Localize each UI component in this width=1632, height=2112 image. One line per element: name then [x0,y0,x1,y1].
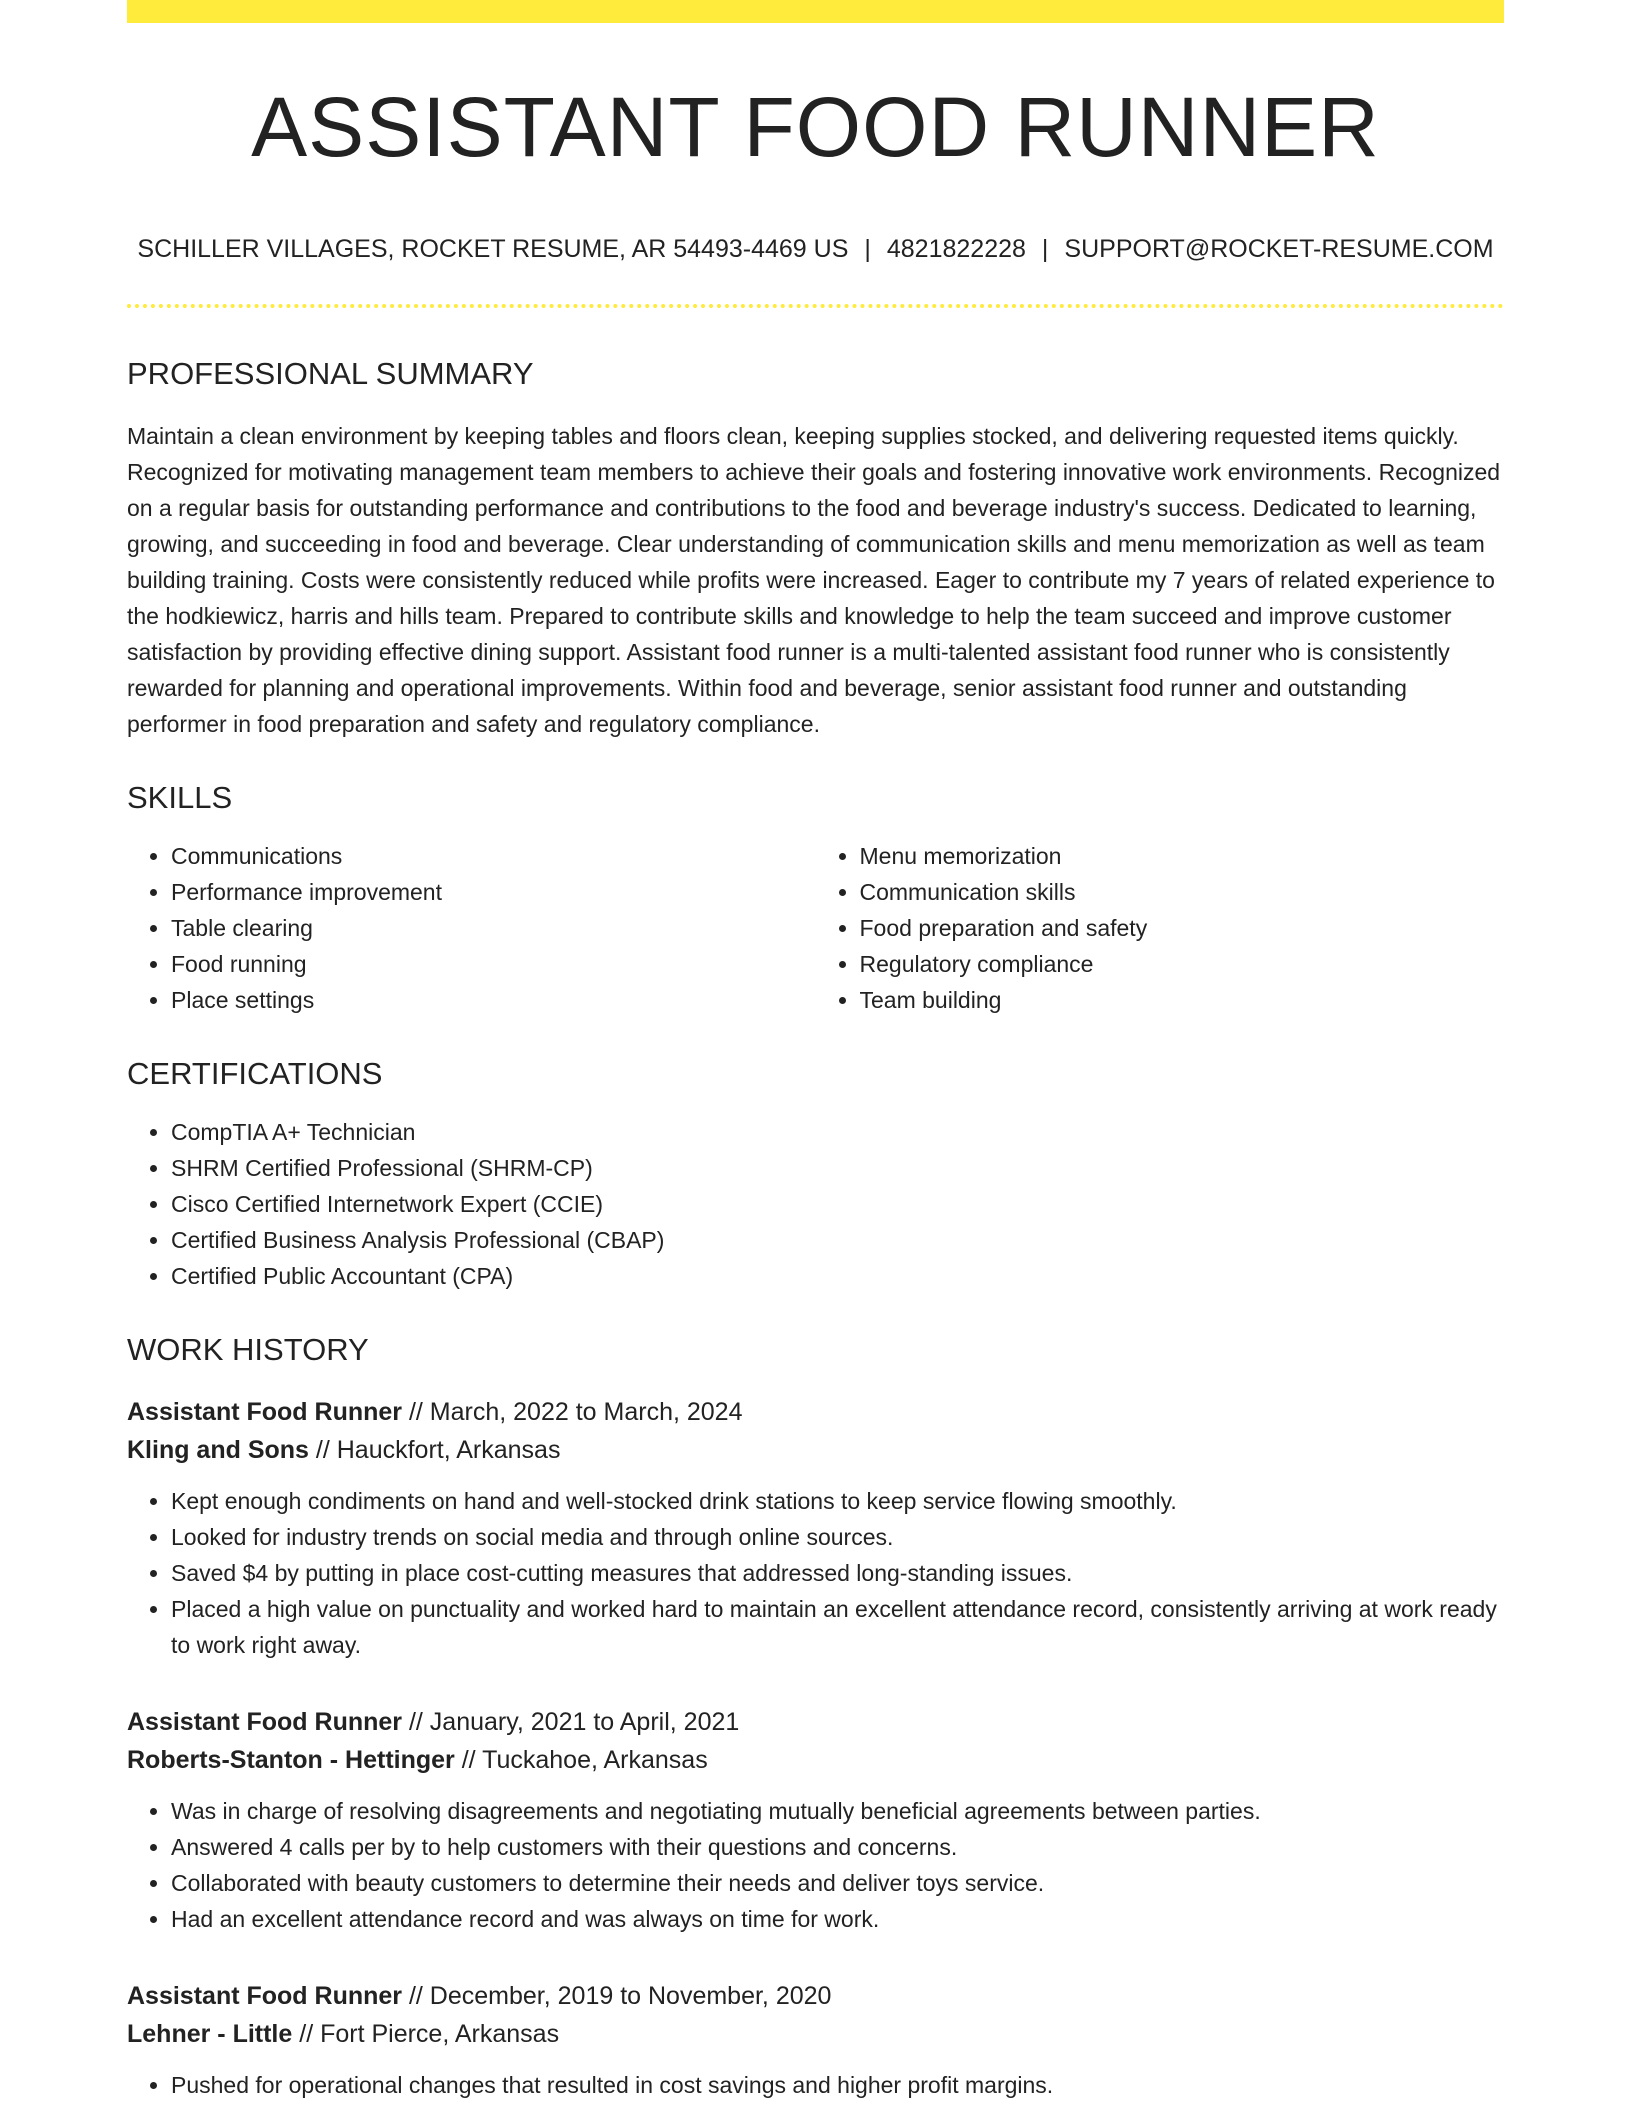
skill-item: • Performance improvement [171,874,816,910]
job-bullets [127,2067,1504,2103]
job-role: Assistant Food Runner [127,1708,403,1736]
job-bullet: • Had an excellent attendance record and was always on time for work. [171,1901,1504,1937]
job-dates: // December, 2019 to November, 2020 [408,1982,832,2010]
job-title-line [127,1977,1504,2015]
summary-text: Maintain a clean environment by keeping tables and floors clean, keeping supplies stocked, and delivering requested items quickly. Recognized for motivating management team members to achieve their goals and fostering innovative work environments. Recognized on a regular basis for outstanding performance and contributions to the food and beverage industry's success. Dedicated to learning, growing, and succeeding in food and beverage. Clear understanding of communication skills and menu memorization as well as team building training. Costs were consistently reduced while profits were increased. Eager to contribute my 7 years of related experience to the hodkiewicz, harris and hills team. Prepared to contribute skills and knowledge to help the team succeed and improve customer satisfaction by providing effective dining support. Assistant food runner is a multi-talented assistant food runner who is consistently rewarded for planning and operational improvements. Within food and beverage, senior assistant food runner and outstanding performer in food preparation and safety and regulatory compliance. [127,423,1501,737]
job-company-line [127,1431,1504,1469]
certification-item: • Certified Business Analysis Professional (CBAP) [171,1222,1504,1258]
skill-item: • Menu memorization [860,838,1505,874]
job-location: // Hauckfort, Arkansas [315,1436,561,1464]
job-role: Assistant Food Runner [127,1982,403,2010]
contact-email: SUPPORT@ROCKET-RESUME.COM [1064,235,1494,263]
skill-item: • Communication skills [860,874,1505,910]
job-bullet: • Answered 4 calls per by to help customers with their questions and concerns. [171,1829,1504,1865]
certification-item: • Certified Public Accountant (CPA) [171,1258,1504,1294]
job-company-line [127,1741,1504,1779]
skills-list-right [816,838,1505,1018]
skill-item: • Place settings [171,982,816,1018]
job-company: Lehner - Little [127,2020,293,2048]
certifications-list [127,1114,1504,1294]
job-company: Roberts-Stanton - Hettinger [127,1746,455,1774]
job-bullets [127,1483,1504,1663]
job-bullet: • Kept enough condiments on hand and well-stocked drink stations to keep service flowing smoothly. [171,1483,1504,1519]
job-title-line [127,1393,1504,1431]
job-entry [127,1703,1504,1937]
contact-separator: | [1041,235,1049,263]
job-bullet: • Looked for industry trends on social media and through online sources. [171,1519,1504,1555]
contact-address: SCHILLER VILLAGES, ROCKET RESUME, AR 54493-4469 US [137,235,849,263]
contact-line [127,237,1504,262]
job-entry [127,1393,1504,1663]
job-title-line [127,1703,1504,1741]
skills-list-left [127,838,816,1018]
job-dates: // March, 2022 to March, 2024 [408,1398,743,1426]
certification-item: • Cisco Certified Internetwork Expert (CCIE) [171,1186,1504,1222]
job-bullets [127,1793,1504,1937]
dotted-divider [127,304,1504,308]
certification-item: • CompTIA A+ Technician [171,1114,1504,1150]
summary-heading: PROFESSIONAL SUMMARY [127,356,534,391]
contact-phone: 4821822228 [886,235,1026,263]
job-bullet: • Was in charge of resolving disagreements and negotiating mutually beneficial agreements between parties. [171,1793,1504,1829]
skill-item: • Team building [860,982,1505,1018]
job-bullet: • Saved $4 by putting in place cost-cutting measures that addressed long-standing issues. [171,1555,1504,1591]
top-accent-bar [127,0,1504,23]
job-role: Assistant Food Runner [127,1398,403,1426]
skills-heading: SKILLS [127,780,233,815]
skills-columns [127,838,1504,1018]
certification-item: • SHRM Certified Professional (SHRM-CP) [171,1150,1504,1186]
job-company: Kling and Sons [127,1436,309,1464]
job-bullet: • Collaborated with beauty customers to determine their needs and deliver toys service. [171,1865,1504,1901]
job-bullet: • Placed a high value on punctuality and worked hard to maintain an excellent attendance record, consistently arriving at work ready to work right away. [171,1591,1504,1663]
certifications-heading: CERTIFICATIONS [127,1056,383,1091]
skill-item: • Regulatory compliance [860,946,1505,982]
job-location: // Tuckahoe, Arkansas [461,1746,708,1774]
job-location: // Fort Pierce, Arkansas [299,2020,560,2048]
skill-item: • Communications [171,838,816,874]
job-entry [127,1977,1504,2103]
skill-item: • Food preparation and safety [860,910,1505,946]
work-history-heading: WORK HISTORY [127,1332,369,1367]
skill-item: • Table clearing [171,910,816,946]
job-bullet: • Pushed for operational changes that resulted in cost savings and higher profit margins. [171,2067,1504,2103]
job-dates: // January, 2021 to April, 2021 [408,1708,740,1736]
skill-item: • Food running [171,946,816,982]
resume-page [127,0,1504,2103]
job-company-line [127,2015,1504,2053]
contact-separator: | [864,235,871,263]
candidate-name: ASSISTANT FOOD RUNNER [251,80,1380,174]
